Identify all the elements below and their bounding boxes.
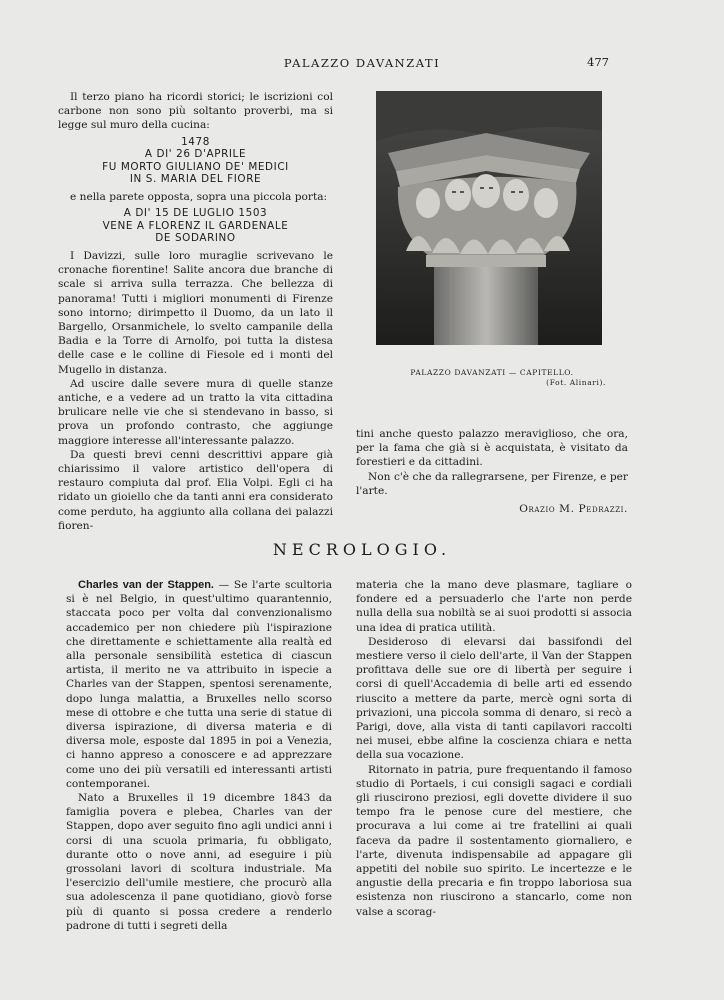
caption-credit: (Fot. Alinari). (546, 378, 606, 387)
inscription-line: 1478 (181, 135, 210, 148)
paragraph: Da questi brevi cenni descrittivi appare già chiarissimo il valore artistico dell'opera di restauro compiuta dal prof. Elia Volpi. Egli ci ha ridato un gioiello che da tanti anni era considerato come perduto, ha aggiunto alla collana dei palazzi fioren- (58, 448, 333, 532)
capital-photograph (376, 91, 602, 345)
right-column-upper (356, 427, 628, 516)
necrology-left-column (66, 578, 332, 933)
running-header: PALAZZO DAVANZATI (283, 56, 441, 70)
caption-title: PALAZZO DAVANZATI — CAPITELLO. (410, 368, 574, 377)
inscription-line: IN S. MARIA DEL FIORE (129, 173, 262, 186)
inscription-kitchen (58, 136, 333, 186)
inscription-line: FU MORTO GIULIANO DE' MEDICI (102, 160, 289, 173)
page-number: 477 (587, 55, 609, 69)
paragraph (66, 578, 332, 791)
inscription-line: A DI' 15 DE LUGLIO 1503 (123, 207, 268, 220)
inscription-line: DE SODARINO (155, 232, 236, 245)
paragraph: I Davizzi, sulle loro muraglie scrivevano le cronache fiorentine! Salite ancora due branche di scale si arriva sulla terrazza. Che bellezza di panorama! Tutti i migliori monumenti di Firenze sono intorno; dirimpetto il Duomo, da un lato il Bargello, Orsanmichele, lo svelto campanile della Badia e la Torre di Arnolfo, poi tutta la distesa delle case e le colline di Fiesole ed i monti del Mugello in distanza. (58, 249, 333, 376)
lead-name: Charles van der Stappen. (78, 579, 214, 591)
photo-caption (376, 368, 608, 388)
inscription-line: VENE A FLORENZ IL GARDENALE (102, 219, 289, 232)
inscription-door (58, 207, 333, 245)
paragraph: tini anche questo palazzo meraviglioso, che ora, per la fama che già si è acquistata, è visitato da forestieri e da cittadini. (356, 428, 628, 469)
paragraph: materia che la mano deve plasmare, tagliare o fondere ed a persuaderlo che l'arte non perde nulla della sua nobiltà se ai suoi prodotti si associa una idea di pratica utilità. (356, 579, 632, 634)
paragraph: Ad uscire dalle severe mura di quelle stanze antiche, e a vedere ad un tratto la vita cittadina brulicare nelle vie che si stendevano in basso, si prova un profondo contrasto, che aggiunge maggiore interesse all'interessante palazzo. (58, 377, 333, 447)
paragraph: Ritornato in patria, pure frequentando il famoso studio di Portaels, i cui consigli sagaci e cordiali gli riuscirono preziosi, egli dovette dividere il suo tempo fra le penose cure del mestiere, che procurava a lui come ai tre fratellini ai quali faceva da padre il sostentamento giornaliero, e l'arte, divenuta indispensabile ad appagare gli appetiti del nobile suo spirito. Le incertezze e le angustie della precaria e fin troppo laboriosa sua esistenza non riuscirono a stancarlo, come non valse a scorag- (356, 763, 632, 918)
paragraph: Non c'è che da rallegrarsene, per Firenze, e per l'arte. (356, 470, 628, 497)
paragraph-text: — Se l'arte scultoria si è nel Belgio, in quest'ultimo quarantennio, staccata poco per volta dal convenzionalismo accademico per non chiedere più l'ispirazione che direttamente e schiettamente alla realtà ed alla personale sensibilità estetica di ciascun artista, il merito ne va attribuito in ispecie a Charles van der Stappen, spentosi serenamente, dopo lunga malattia, a Bruxelles nello scorso mese di ottobre e che tutta una serie di statue di diversa ispirazione, di diversa materia e di diversa mole, esposte dal 1895 in poi a Venezia, ci hanno appreso a conoscere e ad apprezzare come uno dei più versatili ed interessanti artisti contemporanei. (66, 579, 333, 790)
section-heading: NECROLOGIO. (272, 540, 452, 559)
intro-paragraph: Il terzo piano ha ricordi storici; le iscrizioni col carbone non sono più soltanto proverbi, ma si legge sul muro della cucina: (58, 91, 333, 132)
inscription-line: A DI' 26 D'APRILE (144, 148, 247, 161)
paragraph: Nato a Bruxelles il 19 dicembre 1843 da famiglia povera e plebea, Charles van der Stappen, dopo aver seguito fino agli undici anni i corsi di una scuola primaria, fu obbligato, durante otto o nove anni, ad eseguire i più grossolani lavori di scoltura industriale. Ma l'esercizio dell'umile mestiere, che procurò alla sua adolescenza il pane quotidiano, giovò forse più di quanto si possa credere a renderlo padrone di tutti i segreti della (66, 792, 332, 932)
capital-illustration (376, 91, 602, 345)
necrology-right-column (356, 578, 632, 919)
paragraph: Desideroso di elevarsi dai bassifondi del mestiere verso il cielo dell'arte, il Van der Stappen profittava delle sue ore di libertà per seguire i corsi di quell'Accademia di belle arti ed essendo riuscito a mettere da parte, mercè ogni sorta di privazioni, una piccola somma di denaro, si recò a Parigi, dove, alla vista di tanti capilavori raccolti nei musei, ebbe alfine la coscienza chiara e netta della sua vocazione. (356, 635, 632, 762)
left-column-upper (58, 90, 333, 533)
bridge-paragraph: e nella parete opposta, sopra una piccola porta: (70, 190, 328, 203)
author-signature: Orazio M. Pedrazzi. (519, 503, 628, 516)
